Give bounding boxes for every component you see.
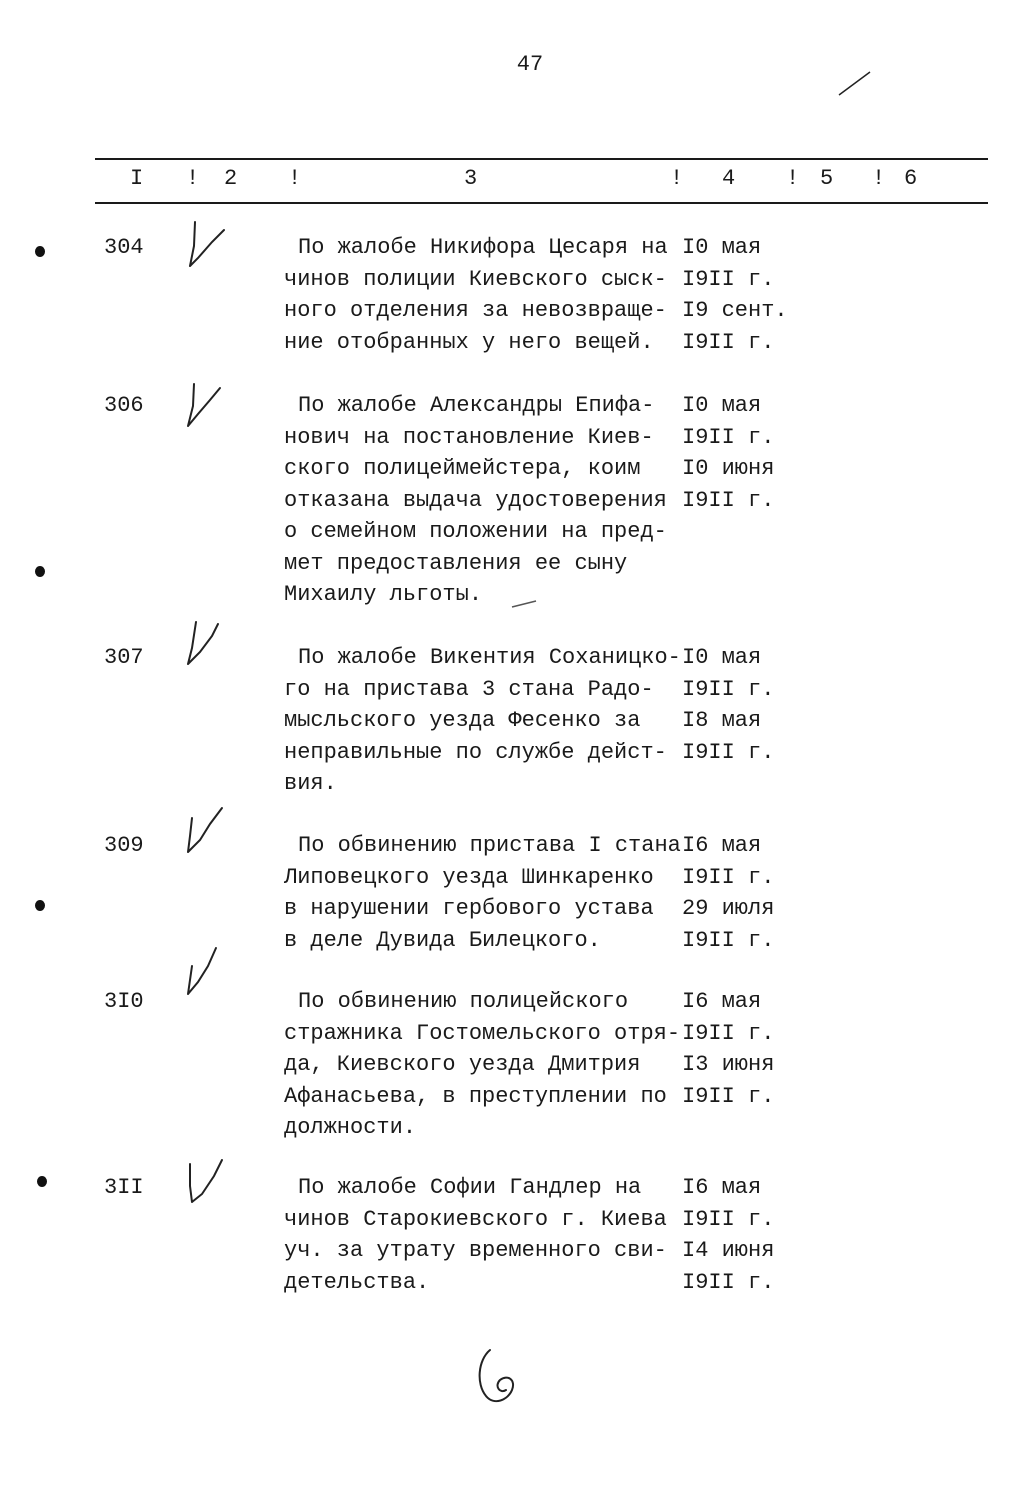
entry-number: 3I0 [104,989,144,1014]
description-line: отказана выдача удостоверения [284,487,667,513]
checkmark-icon [180,216,230,271]
stray-pen-mark [510,598,540,610]
description-line: детельства. [284,1269,430,1295]
description-line: По жалобе Софии Гандлер на [298,1175,642,1200]
description-line: в деле Дувида Билецкого. [284,927,601,953]
description-line: По обвинению полицейского [298,989,629,1014]
page-number: 47 [516,52,544,77]
column-5-label: 5 [820,166,834,191]
date-line: I9II г. [682,676,775,702]
header-top-rule [95,158,988,160]
date-line: I9II г. [682,739,775,765]
checkmark-icon [180,618,230,673]
description-line: По обвинению пристава I стана [298,833,681,858]
entry-description [284,1172,679,1298]
description-line: неправильные по службе дейст- [284,739,667,765]
corner-pen-mark [836,68,876,98]
entry-number: 306 [104,393,144,418]
date-line: I6 мая [682,833,762,858]
date-line: I9II г. [682,864,775,890]
description-line: стражника Гостомельского отря- [284,1020,681,1046]
handwritten-mark-icon [470,1340,530,1410]
description-line: го на пристава 3 стана Радо- [284,676,654,702]
entry-description [284,986,679,1144]
description-line: да, Киевского уезда Дмитрия [284,1052,641,1077]
description-line: Михаилу льготы. [284,582,483,607]
date-line: I9II г. [682,424,775,450]
column-separator: ! [872,166,886,191]
date-line: I9II г. [682,487,775,513]
date-line: I9II г. [682,1020,775,1046]
entry-description [284,232,679,358]
date-line: I9II г. [682,1206,775,1232]
description-line: Липовецкого уезда Шинкаренко [284,864,654,890]
entry-description [284,830,679,956]
column-4-label: 4 [722,166,736,191]
punch-hole-dot [35,900,45,911]
description-line: Афанасьева, в преступлении по [284,1083,667,1109]
entry-description [284,642,679,800]
description-line: ского полицеймейстера, коим [284,456,641,481]
column-separator: ! [186,166,200,191]
date-line: I9II г. [682,927,775,953]
punch-hole-dot [35,246,45,257]
description-line: должности. [284,1115,417,1140]
checkmark-icon [180,1156,230,1211]
description-line: чинов Старокиевского г. Киева [284,1206,667,1232]
date-line: I9 сент. [682,298,788,323]
date-line: I0 мая [682,393,762,418]
date-line: I0 июня [682,456,775,481]
entry-dates [682,830,792,956]
description-line: По жалобе Александры Епифа- [298,393,655,418]
header-bottom-rule [95,202,988,204]
description-line: ного отделения за невозвраще- [284,298,667,323]
checkmark-icon [180,378,230,433]
description-line: По жалобе Никифора Цесаря на [298,235,668,260]
date-line: I0 мая [682,235,762,260]
punch-hole-dot [35,566,45,577]
description-line: По жалобе Викентия Соханицко- [298,645,681,670]
column-2-label: 2 [224,166,238,191]
date-line: I9II г. [682,1083,775,1109]
entry-dates [682,232,792,358]
entry-number: 307 [104,645,144,670]
entry-dates [682,986,792,1112]
entry-dates [682,390,792,516]
column-separator: ! [288,166,302,191]
description-line: чинов полиции Киевского сыск- [284,266,667,292]
column-separator: ! [670,166,684,191]
column-separator: ! [786,166,800,191]
date-line: I6 мая [682,1175,762,1200]
date-line: I0 мая [682,645,762,670]
entry-number: 3II [104,1175,144,1200]
description-line: нович на постановление Киев- [284,424,654,450]
date-line: I8 мая [682,708,762,733]
column-3-label: 3 [464,166,478,191]
description-line: в нарушении гербового устава [284,896,654,921]
column-1-label: I [130,166,144,191]
description-line: мет предоставления ее сыну [284,550,628,576]
date-line: I9II г. [682,1269,775,1295]
entry-number: 304 [104,235,144,260]
column-6-label: 6 [904,166,918,191]
checkmark-icon [180,944,230,999]
description-line: вия. [284,771,337,796]
punch-hole-dot [37,1176,47,1187]
date-line: I6 мая [682,989,762,1014]
date-line: I3 июня [682,1052,775,1077]
description-line: о семейном положении на пред- [284,519,667,544]
description-line: уч. за утрату временного сви- [284,1238,667,1263]
entry-description [284,390,679,611]
date-line: I4 июня [682,1238,775,1263]
description-line: мысльского уезда Фесенко за [284,708,641,733]
checkmark-icon [180,804,230,859]
entry-dates [682,642,792,768]
description-line: ние отобранных у него вещей. [284,329,654,355]
entry-dates [682,1172,792,1298]
date-line: 29 июля [682,896,775,921]
entry-number: 309 [104,833,144,858]
date-line: I9II г. [682,266,775,292]
column-header [0,166,1024,196]
date-line: I9II г. [682,329,775,355]
